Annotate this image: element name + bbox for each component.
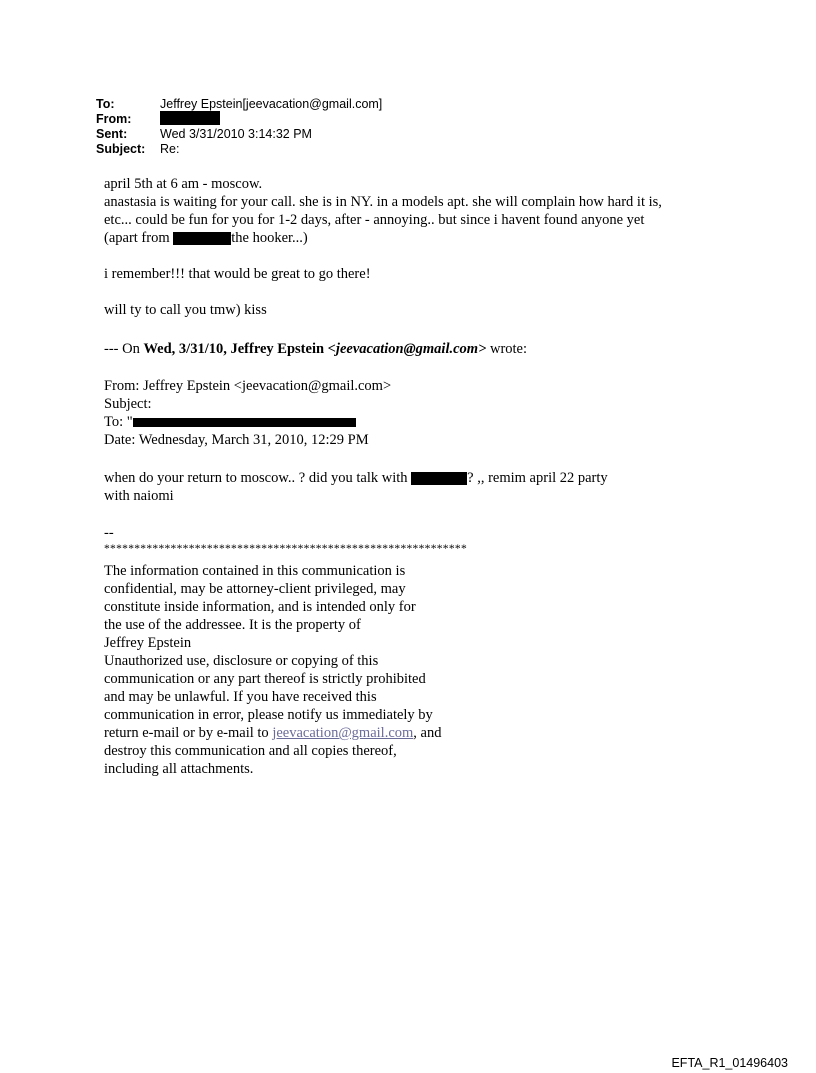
- from-label: From:: [96, 112, 132, 126]
- subject-value: Re:: [160, 142, 180, 156]
- disclaimer-line: and may be unlawful. If you have received this: [104, 689, 377, 705]
- quote-subject: Subject:: [104, 396, 152, 412]
- disclaimer-line: Jeffrey Epstein: [104, 635, 192, 651]
- redaction-block: [133, 418, 356, 427]
- to-label: To:: [96, 97, 115, 111]
- disclaimer-line: destroy this communication and all copies thereof,: [104, 743, 397, 759]
- to-value: Jeffrey Epstein[jeevacation@gmail.com]: [160, 97, 383, 111]
- quote-message-line-1: [104, 469, 608, 487]
- body-line-4-pre: (apart from: [104, 230, 174, 246]
- sent-value: Wed 3/31/2010 3:14:32 PM: [160, 127, 312, 141]
- subject-label: Subject:: [96, 142, 146, 156]
- quote-intro-post: wrote:: [486, 341, 528, 357]
- quote-from: From: Jeffrey Epstein <jeevacation@gmail.com>: [104, 378, 392, 394]
- quote-intro-pre: --- On: [104, 341, 144, 357]
- body-line-6: will ty to call you tmw) kiss: [104, 302, 267, 318]
- disclaimer-line: The information contained in this communication is: [104, 563, 406, 579]
- disclaimer-line: communication or any part thereof is strictly prohibited: [104, 671, 426, 687]
- disclaimer-line: communication in error, please notify us immediately by: [104, 707, 433, 723]
- quote-to: [104, 413, 356, 431]
- document-id: EFTA_R1_01496403: [671, 1056, 788, 1070]
- quote-message-line-2: with naiomi: [104, 488, 174, 504]
- signature-dashes: --: [104, 525, 114, 541]
- redaction-block: [411, 472, 467, 485]
- quote-intro-email: <jeevacation@gmail.com>: [327, 341, 487, 357]
- body-line-5: i remember!!! that would be great to go there!: [104, 266, 371, 282]
- disclaimer-line: Unauthorized use, disclosure or copying of this: [104, 653, 379, 669]
- body-line-2: anastasia is waiting for your call. she is in NY. in a models apt. she will complain how hard it is,: [104, 194, 662, 210]
- quote-intro-date: Wed, 3/31/10, Jeffrey Epstein: [143, 341, 328, 357]
- disclaimer-return-post: , and: [413, 725, 442, 741]
- email-link[interactable]: jeevacation@gmail.com: [272, 725, 414, 741]
- quote-message-pre: when do your return to moscow.. ? did you talk with: [104, 470, 412, 486]
- redaction-block: [173, 232, 231, 245]
- from-redaction: [160, 110, 220, 125]
- disclaimer-return-pre: return e-mail or by e-mail to: [104, 725, 273, 741]
- body-line-4: [104, 229, 308, 247]
- disclaimer-line: confidential, may be attorney-client privileged, may: [104, 581, 406, 597]
- sent-label: Sent:: [96, 127, 128, 141]
- separator-stars: ************************************************************: [104, 543, 467, 555]
- body-line-4-post: the hooker...): [231, 230, 308, 246]
- quote-message-post: ? ,, remim april 22 party: [467, 470, 608, 486]
- body-line-1: april 5th at 6 am - moscow.: [104, 176, 263, 192]
- body-line-3: etc... could be fun for you for 1-2 days, after - annoying.. but since i havent found anyone yet: [104, 212, 645, 228]
- quote-to-prefix: To: ": [104, 414, 133, 430]
- disclaimer-line: constitute inside information, and is intended only for: [104, 599, 416, 615]
- disclaimer-return-line: [104, 724, 441, 742]
- quote-date: Date: Wednesday, March 31, 2010, 12:29 PM: [104, 432, 369, 448]
- disclaimer-line: the use of the addressee. It is the property of: [104, 617, 361, 633]
- disclaimer-line: including all attachments.: [104, 761, 254, 777]
- quote-intro: [104, 340, 527, 358]
